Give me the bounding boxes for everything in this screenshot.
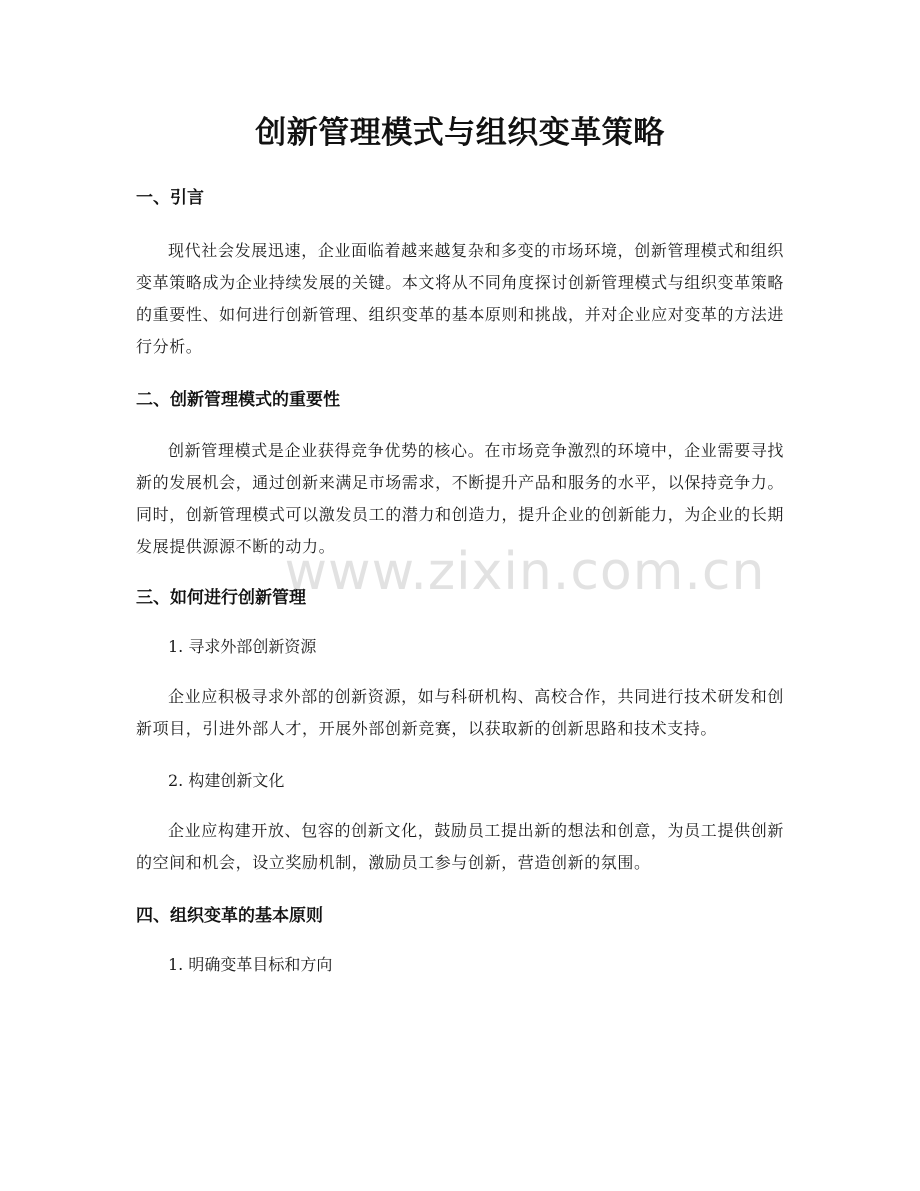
section-paragraph-introduction: 现代社会发展迅速，企业面临着越来越复杂和多变的市场环境，创新管理模式和组织变革策略成为企业持续发展的关键。本文将从不同角度探讨创新管理模式与组织变革策略的重要性、如何进行创新管理、组织变革的基本原则和挑战，并对企业应对变革的方法进行分析。: [136, 241, 784, 356]
section-heading-change-principles: 四、组织变革的基本原则: [136, 906, 323, 926]
subheading-innovation-culture: 2. 构建创新文化: [168, 771, 285, 790]
section-paragraph-importance: 创新管理模式是企业获得竞争优势的核心。在市场竞争激烈的环境中，企业需要寻找新的发展机会，通过创新来满足市场需求，不断提升产品和服务的水平，以保持竞争力。同时，创新管理模式可以激发员工的潜力和创造力，提升企业的创新能力，为企业的长期发展提供源源不断的动力。: [136, 441, 784, 556]
section-heading-how-to-innovate: 三、如何进行创新管理: [136, 588, 306, 608]
section-heading-introduction: 一、引言: [136, 188, 204, 208]
subheading-external-resources: 1. 寻求外部创新资源: [168, 637, 317, 656]
watermark-text: www.zixin.com.cn: [284, 542, 766, 602]
subheading-clear-goals: 1. 明确变革目标和方向: [168, 955, 333, 974]
paragraph-external-resources: 企业应积极寻求外部的创新资源，如与科研机构、高校合作，共同进行技术研发和创新项目，引进外部人才，开展外部创新竞赛，以获取新的创新思路和技术支持。: [136, 687, 784, 738]
document-title: 创新管理模式与组织变革策略: [255, 115, 665, 151]
paragraph-innovation-culture: 企业应构建开放、包容的创新文化，鼓励员工提出新的想法和创意，为员工提供创新的空间和机会，设立奖励机制，激励员工参与创新，营造创新的氛围。: [136, 821, 784, 872]
section-heading-importance: 二、创新管理模式的重要性: [136, 390, 340, 410]
